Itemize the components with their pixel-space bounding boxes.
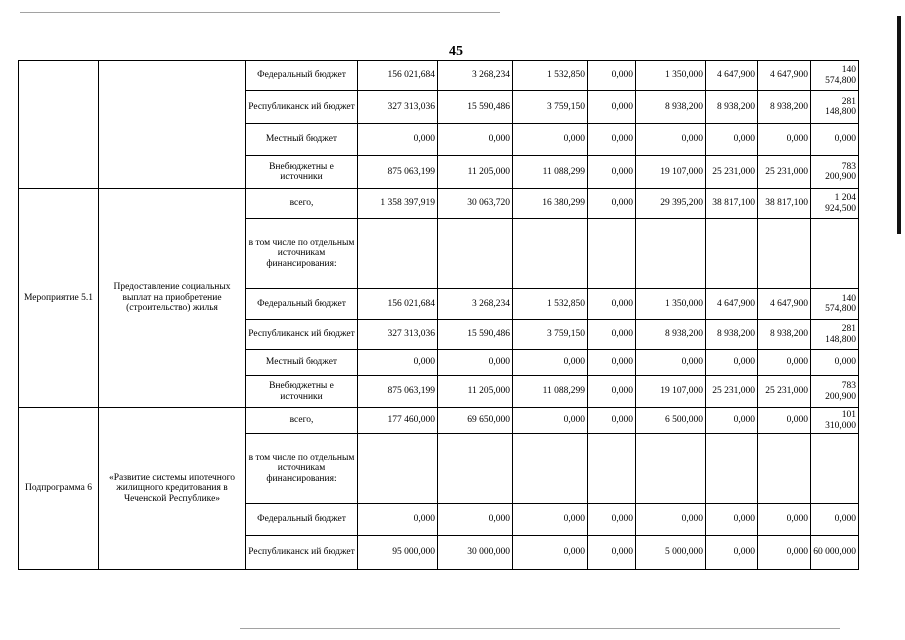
funding-source: Республиканск ий бюджет [246, 91, 358, 124]
value-cell [588, 434, 636, 504]
value-cell [706, 434, 758, 504]
value-cell: 0,000 [758, 124, 811, 156]
value-cell: 30 063,720 [438, 189, 513, 219]
value-cell: 0,000 [636, 350, 706, 376]
value-cell: 6 500,000 [636, 408, 706, 434]
value-cell: 281 148,800 [811, 320, 859, 350]
value-cell: 0,000 [588, 124, 636, 156]
funding-source: в том числе по отдельным источникам финансирования: [246, 219, 358, 289]
funding-source: Республиканск ий бюджет [246, 320, 358, 350]
value-cell [588, 219, 636, 289]
value-cell: 0,000 [588, 504, 636, 536]
funding-source: Федеральный бюджет [246, 289, 358, 320]
value-cell: 19 107,000 [636, 376, 706, 408]
value-cell: 0,000 [358, 350, 438, 376]
funding-source: всего, [246, 189, 358, 219]
value-cell: 38 817,100 [706, 189, 758, 219]
value-cell: 3 759,150 [513, 320, 588, 350]
value-cell: 1 204 924,500 [811, 189, 859, 219]
value-cell: 8 938,200 [706, 320, 758, 350]
value-cell: 0,000 [758, 536, 811, 570]
value-cell: 15 590,486 [438, 320, 513, 350]
col-desc-cont [99, 61, 246, 189]
value-cell: 783 200,900 [811, 376, 859, 408]
value-cell: 177 460,000 [358, 408, 438, 434]
value-cell [636, 434, 706, 504]
value-cell: 5 000,000 [636, 536, 706, 570]
value-cell [513, 219, 588, 289]
funding-source: Местный бюджет [246, 350, 358, 376]
value-cell: 0,000 [438, 124, 513, 156]
value-cell [513, 434, 588, 504]
value-cell: 0,000 [513, 504, 588, 536]
subprogram-6-name: Подпрограмма 6 [19, 408, 99, 570]
value-cell: 11 205,000 [438, 376, 513, 408]
funding-source: всего, [246, 408, 358, 434]
table-row [19, 189, 859, 219]
table-row [19, 61, 859, 91]
value-cell: 0,000 [588, 61, 636, 91]
value-cell: 0,000 [513, 124, 588, 156]
value-cell: 11 205,000 [438, 156, 513, 189]
scan-line-top [20, 12, 500, 13]
value-cell: 1 532,850 [513, 289, 588, 320]
value-cell: 11 088,299 [513, 156, 588, 189]
value-cell: 875 063,199 [358, 156, 438, 189]
value-cell [811, 219, 859, 289]
value-cell [358, 434, 438, 504]
value-cell: 0,000 [706, 124, 758, 156]
value-cell: 3 268,234 [438, 61, 513, 91]
table-row [19, 408, 859, 434]
value-cell: 0,000 [588, 376, 636, 408]
value-cell: 0,000 [588, 189, 636, 219]
value-cell: 8 938,200 [758, 91, 811, 124]
value-cell: 95 000,000 [358, 536, 438, 570]
funding-source: Местный бюджет [246, 124, 358, 156]
value-cell: 0,000 [358, 504, 438, 536]
value-cell: 140 574,800 [811, 289, 859, 320]
value-cell: 4 647,900 [706, 289, 758, 320]
value-cell: 0,000 [588, 289, 636, 320]
value-cell: 38 817,100 [758, 189, 811, 219]
value-cell: 25 231,000 [758, 156, 811, 189]
value-cell: 11 088,299 [513, 376, 588, 408]
value-cell: 0,000 [588, 350, 636, 376]
value-cell: 19 107,000 [636, 156, 706, 189]
value-cell: 0,000 [636, 124, 706, 156]
value-cell: 0,000 [588, 156, 636, 189]
value-cell: 0,000 [706, 536, 758, 570]
value-cell: 0,000 [758, 408, 811, 434]
value-cell: 0,000 [758, 350, 811, 376]
value-cell: 1 350,000 [636, 61, 706, 91]
value-cell: 0,000 [438, 350, 513, 376]
scan-edge-mark [897, 16, 901, 234]
value-cell: 156 021,684 [358, 61, 438, 91]
value-cell [438, 219, 513, 289]
value-cell: 0,000 [513, 350, 588, 376]
value-cell: 60 000,000 [811, 536, 859, 570]
value-cell [636, 219, 706, 289]
value-cell: 0,000 [358, 124, 438, 156]
budget-table [18, 60, 859, 570]
funding-source: Республиканск ий бюджет [246, 536, 358, 570]
value-cell: 4 647,900 [758, 289, 811, 320]
value-cell: 156 021,684 [358, 289, 438, 320]
value-cell: 0,000 [811, 350, 859, 376]
value-cell: 30 000,000 [438, 536, 513, 570]
value-cell: 8 938,200 [706, 91, 758, 124]
col-name-cont [19, 61, 99, 189]
activity-5-1-name: Мероприятие 5.1 [19, 189, 99, 408]
value-cell: 0,000 [706, 504, 758, 536]
value-cell: 8 938,200 [758, 320, 811, 350]
value-cell: 327 313,036 [358, 91, 438, 124]
value-cell: 0,000 [636, 504, 706, 536]
value-cell: 0,000 [438, 504, 513, 536]
value-cell: 3 759,150 [513, 91, 588, 124]
value-cell: 1 532,850 [513, 61, 588, 91]
value-cell: 0,000 [758, 504, 811, 536]
page-number: 45 [449, 44, 463, 59]
funding-source: Внебюджетны е источники [246, 376, 358, 408]
funding-source: Федеральный бюджет [246, 61, 358, 91]
value-cell [438, 434, 513, 504]
value-cell: 8 938,200 [636, 91, 706, 124]
scan-line-bottom [240, 628, 840, 629]
value-cell: 3 268,234 [438, 289, 513, 320]
value-cell: 0,000 [588, 320, 636, 350]
value-cell [706, 219, 758, 289]
funding-source: Внебюджетны е источники [246, 156, 358, 189]
value-cell: 783 200,900 [811, 156, 859, 189]
value-cell: 16 380,299 [513, 189, 588, 219]
value-cell: 4 647,900 [706, 61, 758, 91]
value-cell: 69 650,000 [438, 408, 513, 434]
activity-5-1-desc: Предоставление социальных выплат на приобретение (строительство) жилья [99, 189, 246, 408]
value-cell: 0,000 [588, 408, 636, 434]
value-cell: 0,000 [588, 536, 636, 570]
value-cell: 140 574,800 [811, 61, 859, 91]
value-cell: 101 310,000 [811, 408, 859, 434]
value-cell: 0,000 [513, 408, 588, 434]
value-cell: 29 395,200 [636, 189, 706, 219]
value-cell: 0,000 [588, 91, 636, 124]
value-cell: 1 358 397,919 [358, 189, 438, 219]
value-cell: 15 590,486 [438, 91, 513, 124]
value-cell: 4 647,900 [758, 61, 811, 91]
value-cell: 25 231,000 [706, 156, 758, 189]
value-cell: 281 148,800 [811, 91, 859, 124]
value-cell: 25 231,000 [758, 376, 811, 408]
value-cell: 0,000 [811, 504, 859, 536]
value-cell: 0,000 [811, 124, 859, 156]
value-cell [758, 219, 811, 289]
value-cell: 25 231,000 [706, 376, 758, 408]
value-cell: 0,000 [513, 536, 588, 570]
subprogram-6-desc: «Развитие системы ипотечного жилищного кредитования в Чеченской Республике» [99, 408, 246, 570]
value-cell [758, 434, 811, 504]
budget-table-body [19, 61, 859, 570]
value-cell: 1 350,000 [636, 289, 706, 320]
value-cell: 875 063,199 [358, 376, 438, 408]
value-cell [358, 219, 438, 289]
value-cell: 8 938,200 [636, 320, 706, 350]
funding-source: в том числе по отдельным источникам финансирования: [246, 434, 358, 504]
value-cell: 327 313,036 [358, 320, 438, 350]
funding-source: Федеральный бюджет [246, 504, 358, 536]
value-cell [811, 434, 859, 504]
value-cell: 0,000 [706, 408, 758, 434]
value-cell: 0,000 [706, 350, 758, 376]
